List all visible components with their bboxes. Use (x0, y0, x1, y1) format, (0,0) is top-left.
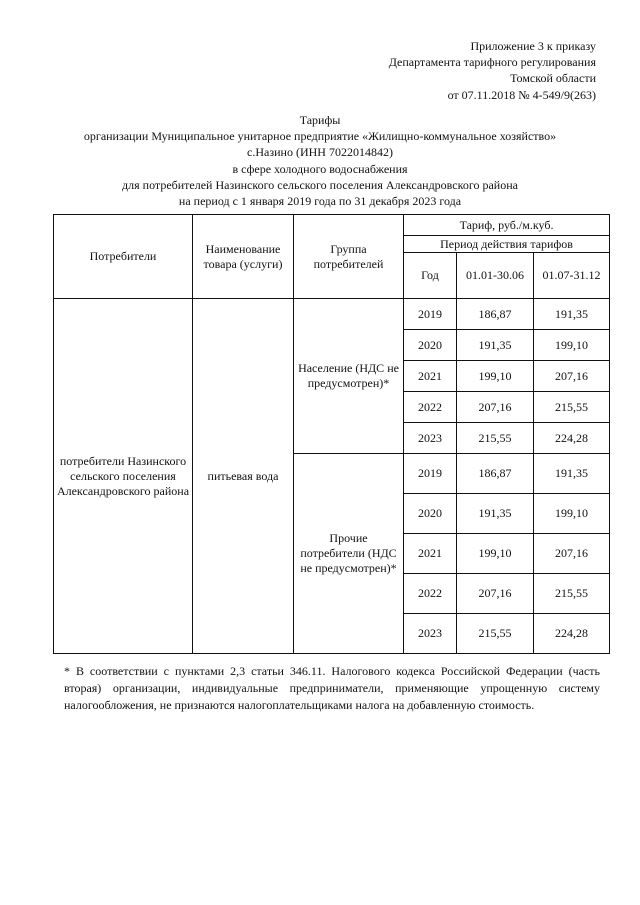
header-year: Год (404, 253, 457, 299)
tariff-cell: 191,35 (457, 330, 534, 361)
tariff-cell: 207,16 (534, 361, 610, 392)
consumer-cell: потребители Назинского сельского поселения Александровского района (54, 299, 193, 654)
title-line: на период с 1 января 2019 года по 31 декабря 2023 года (178, 194, 462, 209)
title-line: с.Назино (ИНН 7022014842) (247, 145, 393, 160)
tariff-cell: 207,16 (534, 534, 610, 574)
tariff-cell: 186,87 (457, 299, 534, 330)
year-cell: 2021 (404, 534, 457, 574)
tariff-cell: 199,10 (534, 494, 610, 534)
tariff-cell: 224,28 (534, 614, 610, 654)
group-cell: Прочие потребители (НДС не предусмотрен)* (294, 454, 404, 654)
year-cell: 2023 (404, 614, 457, 654)
tariff-cell: 224,28 (534, 423, 610, 454)
document-title (0, 112, 640, 209)
year-cell: 2022 (404, 574, 457, 614)
tariff-cell: 191,35 (534, 454, 610, 494)
year-cell: 2023 (404, 423, 457, 454)
vat-footnote: * В соответствии с пунктами 2,3 статьи 346.11. Налогового кодекса Российской Федерации (часть вторая) организации, индивидуальные предприниматели, применяющие упрощенную систему налогообложения, не признаются налогоплательщиками налога на добавленную стоимость. (64, 664, 600, 712)
year-cell: 2019 (404, 454, 457, 494)
tariff-cell: 191,35 (457, 494, 534, 534)
year-cell: 2020 (404, 494, 457, 534)
tariff-cell: 215,55 (457, 423, 534, 454)
header-half1: 01.01-30.06 (457, 253, 534, 299)
tariff-cell: 207,16 (457, 574, 534, 614)
tariff-cell: 199,10 (534, 330, 610, 361)
title-line: для потребителей Назинского сельского поселения Александровского района (122, 177, 518, 192)
tariff-cell: 207,16 (457, 392, 534, 423)
header-line: Томской области (510, 71, 596, 86)
header-period: Период действия тарифов (404, 236, 610, 253)
group-cell: Население (НДС не предусмотрен)* (294, 299, 404, 454)
header-line: Департамента тарифного регулирования (388, 55, 596, 70)
header-consumers: Потребители (54, 215, 193, 299)
order-reference (389, 38, 596, 103)
tariff-cell: 199,10 (457, 361, 534, 392)
year-cell: 2020 (404, 330, 457, 361)
tariff-cell: 191,35 (534, 299, 610, 330)
year-cell: 2019 (404, 299, 457, 330)
tariff-cell: 215,55 (457, 614, 534, 654)
goods-cell: питьевая вода (193, 299, 294, 654)
tariff-cell: 186,87 (457, 454, 534, 494)
tariff-cell: 199,10 (457, 534, 534, 574)
tariff-cell: 215,55 (534, 574, 610, 614)
header-goods: Наименование товара (услуги) (193, 215, 294, 299)
tariff-table (53, 214, 610, 654)
header-tariff: Тариф, руб./м.куб. (404, 215, 610, 236)
tariff-cell: 215,55 (534, 392, 610, 423)
title-line: организации Муниципальное унитарное предприятие «Жилищно-коммунальное хозяйство» (83, 129, 557, 144)
header-half2: 01.07-31.12 (534, 253, 610, 299)
header-line: от 07.11.2018 № 4-549/9(263) (447, 87, 596, 102)
header-group: Группа потребителей (294, 215, 404, 299)
header-line: Приложение 3 к приказу (470, 39, 596, 53)
year-cell: 2022 (404, 392, 457, 423)
title-line: Тарифы (299, 113, 341, 127)
year-cell: 2021 (404, 361, 457, 392)
title-line: в сфере холодного водоснабжения (232, 161, 408, 176)
